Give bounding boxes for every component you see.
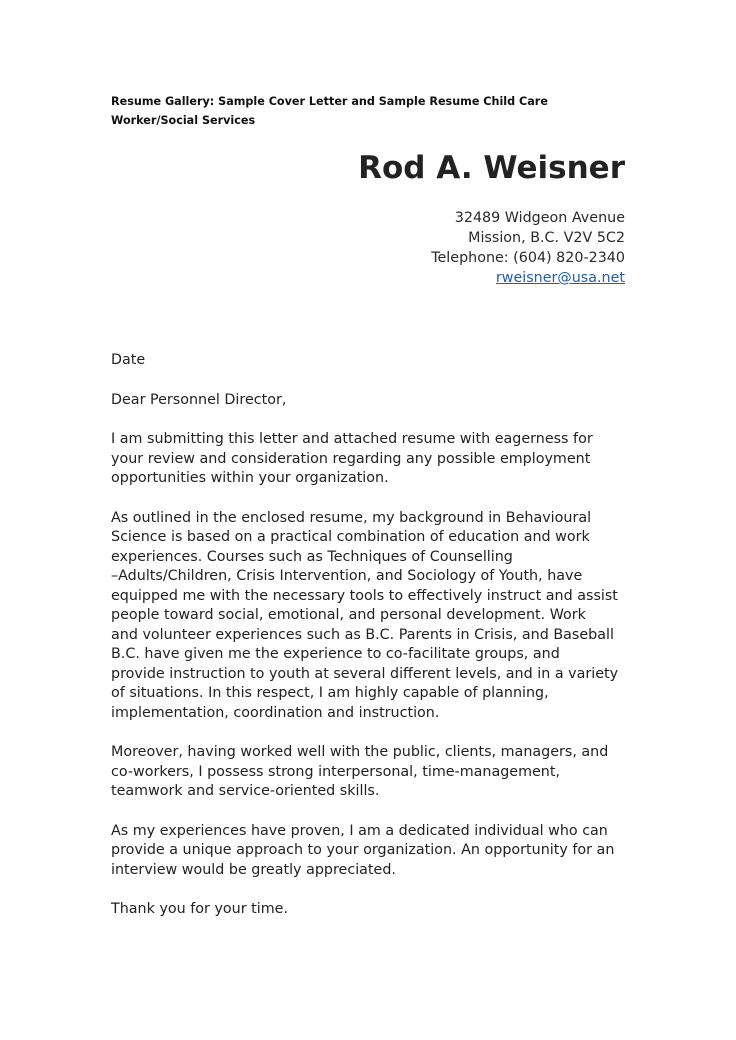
sender-name: Rod A. Weisner <box>358 150 625 186</box>
document-header <box>111 92 571 130</box>
sender-address-line-1: 32489 Widgeon Avenue <box>454 210 625 226</box>
paragraph-2 <box>111 509 631 724</box>
paragraph-line: interview would be greatly appreciated. <box>111 861 396 878</box>
paragraph-line: and volunteer experiences such as B.C. Parents in Crisis, and Baseball <box>111 626 614 643</box>
letter-body <box>111 351 631 940</box>
paragraph-line: opportunities within your organization. <box>111 470 389 486</box>
paragraph-line: As outlined in the enclosed resume, my background in Behavioural <box>111 509 592 526</box>
paragraph-line: people toward social, emotional, and personal development. Work <box>111 607 586 623</box>
paragraph-line: co-workers, I possess strong interpersonal, time-management, <box>111 763 561 780</box>
sender-block <box>358 148 625 288</box>
paragraph-line: experiences. Courses such as Techniques of Counselling <box>111 548 513 565</box>
paragraph-4 <box>111 822 631 881</box>
letter-salutation: Dear Personnel Director, <box>111 391 287 408</box>
sender-telephone: Telephone: (604) 820-2340 <box>431 250 625 266</box>
paragraph-line: Science is based on a practical combination of education and work <box>111 529 590 545</box>
sender-email-link[interactable]: rweisner@usa.net <box>495 270 625 286</box>
paragraph-line: teamwork and service-oriented skills. <box>111 783 380 799</box>
paragraph-line: As my experiences have proven, I am a dedicated individual who can <box>111 822 608 839</box>
paragraph-line: your review and consideration regarding any possible employment <box>111 450 591 467</box>
paragraph-line: implementation, coordination and instruction. <box>111 704 440 721</box>
paragraph-line: –Adults/Children, Crisis Intervention, and Sociology of Youth, have <box>111 568 583 584</box>
paragraph-line: provide a unique approach to your organization. An opportunity for an <box>111 842 615 858</box>
letter-date: Date <box>111 352 146 368</box>
sender-address-line-2: Mission, B.C. V2V 5C2 <box>468 230 625 246</box>
paragraph-line: of situations. In this respect, I am highly capable of planning, <box>111 685 549 701</box>
paragraph-line: provide instruction to youth at several different levels, and in a variety <box>111 665 619 682</box>
header-line: Resume Gallery: Sample Cover Letter and Sample Resume Child Care <box>111 95 548 108</box>
paragraph-line: I am submitting this letter and attached resume with eagerness for <box>111 431 593 447</box>
paragraph-line: B.C. have given me the experience to co-facilitate groups, and <box>111 646 560 662</box>
paragraph-1 <box>111 430 631 489</box>
paragraph-line: Moreover, having worked well with the public, clients, managers, and <box>111 744 609 760</box>
letter-closing: Thank you for your time. <box>111 901 288 917</box>
header-line: Worker/Social Services <box>111 114 256 127</box>
paragraph-3 <box>111 743 631 802</box>
paragraph-line: equipped me with the necessary tools to effectively instruct and assist <box>111 587 618 604</box>
